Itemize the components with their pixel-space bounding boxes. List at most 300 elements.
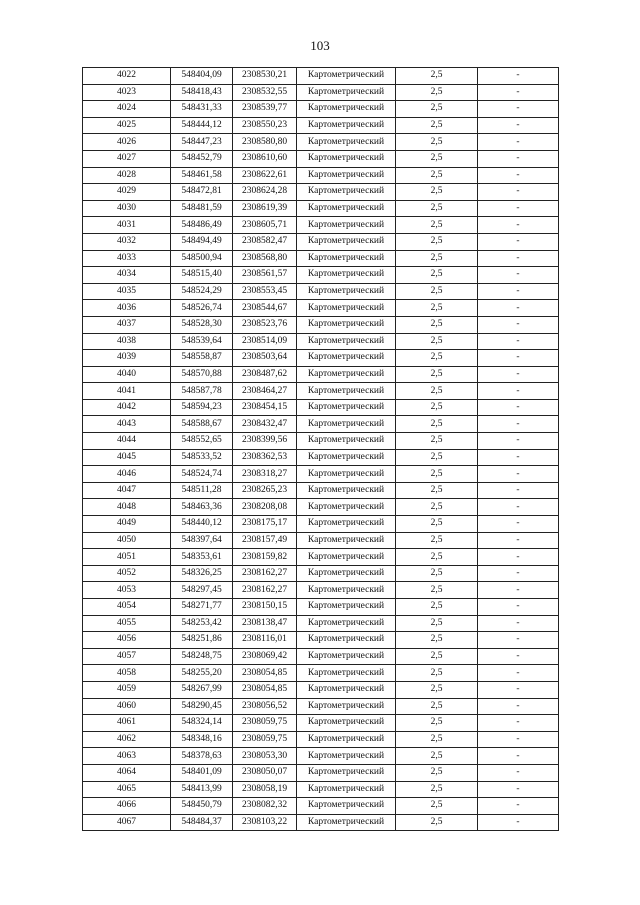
method-cell: Картометрический [297, 316, 396, 333]
y-coordinate-cell: 2308265,23 [233, 482, 297, 499]
y-coordinate-cell: 2308056,52 [233, 698, 297, 715]
method-cell: Картометрический [297, 283, 396, 300]
point-number-cell: 4031 [83, 217, 171, 234]
method-cell: Картометрический [297, 582, 396, 599]
method-cell: Картометрический [297, 117, 396, 134]
table-row [83, 416, 559, 433]
x-coordinate-cell: 548348,16 [171, 731, 233, 748]
table-row [83, 383, 559, 400]
point-number-cell: 4040 [83, 366, 171, 383]
table-row [83, 499, 559, 516]
table-row [83, 632, 559, 649]
point-number-cell: 4041 [83, 383, 171, 400]
description-cell: - [478, 68, 559, 85]
accuracy-cell: 2,5 [396, 665, 478, 682]
accuracy-cell: 2,5 [396, 781, 478, 798]
y-coordinate-cell: 2308175,17 [233, 516, 297, 533]
y-coordinate-cell: 2308487,62 [233, 366, 297, 383]
point-number-cell: 4036 [83, 300, 171, 317]
table-row [83, 582, 559, 599]
y-coordinate-cell: 2308362,53 [233, 449, 297, 466]
accuracy-cell: 2,5 [396, 117, 478, 134]
x-coordinate-cell: 548255,20 [171, 665, 233, 682]
accuracy-cell: 2,5 [396, 167, 478, 184]
table-row [83, 449, 559, 466]
point-number-cell: 4058 [83, 665, 171, 682]
accuracy-cell: 2,5 [396, 283, 478, 300]
method-cell: Картометрический [297, 698, 396, 715]
method-cell: Картометрический [297, 350, 396, 367]
y-coordinate-cell: 2308553,45 [233, 283, 297, 300]
description-cell: - [478, 798, 559, 815]
method-cell: Картометрический [297, 748, 396, 765]
y-coordinate-cell: 2308054,85 [233, 681, 297, 698]
y-coordinate-cell: 2308605,71 [233, 217, 297, 234]
point-number-cell: 4061 [83, 715, 171, 732]
point-number-cell: 4029 [83, 184, 171, 201]
description-cell: - [478, 350, 559, 367]
method-cell: Картометрический [297, 217, 396, 234]
y-coordinate-cell: 2308157,49 [233, 532, 297, 549]
method-cell: Картометрический [297, 482, 396, 499]
x-coordinate-cell: 548253,42 [171, 615, 233, 632]
x-coordinate-cell: 548526,74 [171, 300, 233, 317]
x-coordinate-cell: 548404,09 [171, 68, 233, 85]
table-row [83, 350, 559, 367]
method-cell: Картометрический [297, 399, 396, 416]
y-coordinate-cell: 2308059,75 [233, 731, 297, 748]
accuracy-cell: 2,5 [396, 681, 478, 698]
description-cell: - [478, 648, 559, 665]
table-row [83, 167, 559, 184]
y-coordinate-cell: 2308550,23 [233, 117, 297, 134]
description-cell: - [478, 217, 559, 234]
description-cell: - [478, 549, 559, 566]
point-number-cell: 4037 [83, 316, 171, 333]
table-row [83, 68, 559, 85]
y-coordinate-cell: 2308464,27 [233, 383, 297, 400]
point-number-cell: 4062 [83, 731, 171, 748]
method-cell: Картометрический [297, 167, 396, 184]
description-cell: - [478, 748, 559, 765]
method-cell: Картометрический [297, 300, 396, 317]
x-coordinate-cell: 548461,58 [171, 167, 233, 184]
point-number-cell: 4030 [83, 200, 171, 217]
point-number-cell: 4024 [83, 101, 171, 118]
x-coordinate-cell: 548524,29 [171, 283, 233, 300]
table-row [83, 433, 559, 450]
description-cell: - [478, 134, 559, 151]
table-row [83, 466, 559, 483]
accuracy-cell: 2,5 [396, 599, 478, 616]
description-cell: - [478, 532, 559, 549]
description-cell: - [478, 698, 559, 715]
x-coordinate-cell: 548326,25 [171, 565, 233, 582]
table-row [83, 316, 559, 333]
table-row [83, 366, 559, 383]
description-cell: - [478, 117, 559, 134]
accuracy-cell: 2,5 [396, 250, 478, 267]
y-coordinate-cell: 2308580,80 [233, 134, 297, 151]
y-coordinate-cell: 2308514,09 [233, 333, 297, 350]
x-coordinate-cell: 548515,40 [171, 267, 233, 284]
table-row [83, 250, 559, 267]
description-cell: - [478, 781, 559, 798]
y-coordinate-cell: 2308103,22 [233, 814, 297, 831]
method-cell: Картометрический [297, 764, 396, 781]
accuracy-cell: 2,5 [396, 648, 478, 665]
description-cell: - [478, 582, 559, 599]
method-cell: Картометрический [297, 615, 396, 632]
accuracy-cell: 2,5 [396, 300, 478, 317]
x-coordinate-cell: 548481,59 [171, 200, 233, 217]
x-coordinate-cell: 548511,28 [171, 482, 233, 499]
table-row [83, 300, 559, 317]
description-cell: - [478, 615, 559, 632]
method-cell: Картометрический [297, 466, 396, 483]
point-number-cell: 4049 [83, 516, 171, 533]
y-coordinate-cell: 2308530,21 [233, 68, 297, 85]
table-row [83, 798, 559, 815]
description-cell: - [478, 366, 559, 383]
description-cell: - [478, 449, 559, 466]
description-cell: - [478, 731, 559, 748]
accuracy-cell: 2,5 [396, 416, 478, 433]
description-cell: - [478, 383, 559, 400]
point-number-cell: 4063 [83, 748, 171, 765]
accuracy-cell: 2,5 [396, 350, 478, 367]
y-coordinate-cell: 2308116,01 [233, 632, 297, 649]
x-coordinate-cell: 548397,64 [171, 532, 233, 549]
description-cell: - [478, 84, 559, 101]
table-row [83, 648, 559, 665]
table-row [83, 715, 559, 732]
description-cell: - [478, 333, 559, 350]
y-coordinate-cell: 2308050,07 [233, 764, 297, 781]
accuracy-cell: 2,5 [396, 814, 478, 831]
accuracy-cell: 2,5 [396, 383, 478, 400]
table-row [83, 399, 559, 416]
table-row [83, 233, 559, 250]
method-cell: Картометрический [297, 781, 396, 798]
table-row [83, 731, 559, 748]
y-coordinate-cell: 2308318,27 [233, 466, 297, 483]
accuracy-cell: 2,5 [396, 217, 478, 234]
accuracy-cell: 2,5 [396, 333, 478, 350]
y-coordinate-cell: 2308454,15 [233, 399, 297, 416]
method-cell: Картометрический [297, 516, 396, 533]
point-number-cell: 4052 [83, 565, 171, 582]
accuracy-cell: 2,5 [396, 233, 478, 250]
description-cell: - [478, 200, 559, 217]
x-coordinate-cell: 548484,37 [171, 814, 233, 831]
accuracy-cell: 2,5 [396, 582, 478, 599]
description-cell: - [478, 101, 559, 118]
y-coordinate-cell: 2308544,67 [233, 300, 297, 317]
x-coordinate-cell: 548472,81 [171, 184, 233, 201]
x-coordinate-cell: 548494,49 [171, 233, 233, 250]
method-cell: Картометрический [297, 814, 396, 831]
method-cell: Картометрический [297, 731, 396, 748]
description-cell: - [478, 715, 559, 732]
point-number-cell: 4045 [83, 449, 171, 466]
table-row [83, 184, 559, 201]
description-cell: - [478, 565, 559, 582]
x-coordinate-cell: 548524,74 [171, 466, 233, 483]
x-coordinate-cell: 548378,63 [171, 748, 233, 765]
accuracy-cell: 2,5 [396, 482, 478, 499]
y-coordinate-cell: 2308568,80 [233, 250, 297, 267]
table-row [83, 549, 559, 566]
y-coordinate-cell: 2308561,57 [233, 267, 297, 284]
table-body [83, 68, 559, 831]
y-coordinate-cell: 2308059,75 [233, 715, 297, 732]
accuracy-cell: 2,5 [396, 499, 478, 516]
point-number-cell: 4057 [83, 648, 171, 665]
point-number-cell: 4048 [83, 499, 171, 516]
accuracy-cell: 2,5 [396, 632, 478, 649]
table-row [83, 814, 559, 831]
y-coordinate-cell: 2308523,76 [233, 316, 297, 333]
y-coordinate-cell: 2308069,42 [233, 648, 297, 665]
description-cell: - [478, 681, 559, 698]
method-cell: Картометрический [297, 134, 396, 151]
point-number-cell: 4025 [83, 117, 171, 134]
point-number-cell: 4043 [83, 416, 171, 433]
table-row [83, 665, 559, 682]
method-cell: Картометрический [297, 233, 396, 250]
x-coordinate-cell: 548444,12 [171, 117, 233, 134]
accuracy-cell: 2,5 [396, 698, 478, 715]
table-row [83, 283, 559, 300]
x-coordinate-cell: 548447,23 [171, 134, 233, 151]
x-coordinate-cell: 548533,52 [171, 449, 233, 466]
method-cell: Картометрический [297, 449, 396, 466]
x-coordinate-cell: 548440,12 [171, 516, 233, 533]
point-number-cell: 4032 [83, 233, 171, 250]
method-cell: Картометрический [297, 565, 396, 582]
x-coordinate-cell: 548267,99 [171, 681, 233, 698]
x-coordinate-cell: 548297,45 [171, 582, 233, 599]
table-row [83, 781, 559, 798]
accuracy-cell: 2,5 [396, 134, 478, 151]
description-cell: - [478, 316, 559, 333]
description-cell: - [478, 167, 559, 184]
accuracy-cell: 2,5 [396, 366, 478, 383]
y-coordinate-cell: 2308162,27 [233, 582, 297, 599]
table-row [83, 101, 559, 118]
point-number-cell: 4042 [83, 399, 171, 416]
accuracy-cell: 2,5 [396, 532, 478, 549]
x-coordinate-cell: 548570,88 [171, 366, 233, 383]
table-row [83, 565, 559, 582]
y-coordinate-cell: 2308054,85 [233, 665, 297, 682]
point-number-cell: 4059 [83, 681, 171, 698]
accuracy-cell: 2,5 [396, 68, 478, 85]
method-cell: Картометрический [297, 681, 396, 698]
point-number-cell: 4027 [83, 150, 171, 167]
y-coordinate-cell: 2308624,28 [233, 184, 297, 201]
point-number-cell: 4039 [83, 350, 171, 367]
description-cell: - [478, 499, 559, 516]
accuracy-cell: 2,5 [396, 798, 478, 815]
x-coordinate-cell: 548552,65 [171, 433, 233, 450]
description-cell: - [478, 300, 559, 317]
point-number-cell: 4038 [83, 333, 171, 350]
accuracy-cell: 2,5 [396, 615, 478, 632]
y-coordinate-cell: 2308082,32 [233, 798, 297, 815]
x-coordinate-cell: 548539,64 [171, 333, 233, 350]
y-coordinate-cell: 2308053,30 [233, 748, 297, 765]
accuracy-cell: 2,5 [396, 449, 478, 466]
x-coordinate-cell: 548588,67 [171, 416, 233, 433]
y-coordinate-cell: 2308619,39 [233, 200, 297, 217]
accuracy-cell: 2,5 [396, 399, 478, 416]
method-cell: Картометрический [297, 665, 396, 682]
y-coordinate-cell: 2308150,15 [233, 599, 297, 616]
description-cell: - [478, 184, 559, 201]
x-coordinate-cell: 548528,30 [171, 316, 233, 333]
point-number-cell: 4056 [83, 632, 171, 649]
x-coordinate-cell: 548290,45 [171, 698, 233, 715]
description-cell: - [478, 665, 559, 682]
table-row [83, 84, 559, 101]
table-row [83, 681, 559, 698]
x-coordinate-cell: 548271,77 [171, 599, 233, 616]
x-coordinate-cell: 548594,23 [171, 399, 233, 416]
x-coordinate-cell: 548558,87 [171, 350, 233, 367]
table-row [83, 333, 559, 350]
x-coordinate-cell: 548500,94 [171, 250, 233, 267]
accuracy-cell: 2,5 [396, 433, 478, 450]
x-coordinate-cell: 548251,86 [171, 632, 233, 649]
accuracy-cell: 2,5 [396, 764, 478, 781]
method-cell: Картометрический [297, 599, 396, 616]
description-cell: - [478, 632, 559, 649]
table-row [83, 748, 559, 765]
y-coordinate-cell: 2308058,19 [233, 781, 297, 798]
method-cell: Картометрический [297, 549, 396, 566]
x-coordinate-cell: 548450,79 [171, 798, 233, 815]
table-row [83, 217, 559, 234]
accuracy-cell: 2,5 [396, 184, 478, 201]
description-cell: - [478, 250, 559, 267]
description-cell: - [478, 267, 559, 284]
accuracy-cell: 2,5 [396, 565, 478, 582]
description-cell: - [478, 764, 559, 781]
description-cell: - [478, 399, 559, 416]
x-coordinate-cell: 548401,09 [171, 764, 233, 781]
accuracy-cell: 2,5 [396, 150, 478, 167]
point-number-cell: 4033 [83, 250, 171, 267]
x-coordinate-cell: 548486,49 [171, 217, 233, 234]
method-cell: Картометрический [297, 267, 396, 284]
table-row [83, 117, 559, 134]
table-row [83, 482, 559, 499]
accuracy-cell: 2,5 [396, 731, 478, 748]
point-number-cell: 4035 [83, 283, 171, 300]
description-cell: - [478, 233, 559, 250]
description-cell: - [478, 599, 559, 616]
method-cell: Картометрический [297, 532, 396, 549]
x-coordinate-cell: 548353,61 [171, 549, 233, 566]
method-cell: Картометрический [297, 84, 396, 101]
point-number-cell: 4067 [83, 814, 171, 831]
x-coordinate-cell: 548463,36 [171, 499, 233, 516]
point-number-cell: 4022 [83, 68, 171, 85]
table-row [83, 267, 559, 284]
x-coordinate-cell: 548587,78 [171, 383, 233, 400]
point-number-cell: 4051 [83, 549, 171, 566]
method-cell: Картометрический [297, 200, 396, 217]
point-number-cell: 4044 [83, 433, 171, 450]
accuracy-cell: 2,5 [396, 466, 478, 483]
description-cell: - [478, 416, 559, 433]
y-coordinate-cell: 2308162,27 [233, 565, 297, 582]
coordinates-table [82, 67, 559, 831]
method-cell: Картометрический [297, 416, 396, 433]
method-cell: Картометрический [297, 433, 396, 450]
accuracy-cell: 2,5 [396, 549, 478, 566]
x-coordinate-cell: 548324,14 [171, 715, 233, 732]
point-number-cell: 4064 [83, 764, 171, 781]
description-cell: - [478, 283, 559, 300]
accuracy-cell: 2,5 [396, 101, 478, 118]
y-coordinate-cell: 2308503,64 [233, 350, 297, 367]
table-row [83, 516, 559, 533]
description-cell: - [478, 516, 559, 533]
method-cell: Картометрический [297, 150, 396, 167]
method-cell: Картометрический [297, 366, 396, 383]
table-row [83, 134, 559, 151]
y-coordinate-cell: 2308399,56 [233, 433, 297, 450]
table-row [83, 532, 559, 549]
accuracy-cell: 2,5 [396, 748, 478, 765]
table-row [83, 615, 559, 632]
y-coordinate-cell: 2308532,55 [233, 84, 297, 101]
x-coordinate-cell: 548452,79 [171, 150, 233, 167]
table-row [83, 599, 559, 616]
method-cell: Картометрический [297, 715, 396, 732]
point-number-cell: 4060 [83, 698, 171, 715]
table-row [83, 764, 559, 781]
table-row [83, 150, 559, 167]
y-coordinate-cell: 2308138,47 [233, 615, 297, 632]
table-row [83, 698, 559, 715]
point-number-cell: 4066 [83, 798, 171, 815]
description-cell: - [478, 814, 559, 831]
x-coordinate-cell: 548413,99 [171, 781, 233, 798]
method-cell: Картометрический [297, 499, 396, 516]
description-cell: - [478, 466, 559, 483]
y-coordinate-cell: 2308208,08 [233, 499, 297, 516]
x-coordinate-cell: 548248,75 [171, 648, 233, 665]
method-cell: Картометрический [297, 383, 396, 400]
accuracy-cell: 2,5 [396, 267, 478, 284]
accuracy-cell: 2,5 [396, 316, 478, 333]
description-cell: - [478, 150, 559, 167]
accuracy-cell: 2,5 [396, 200, 478, 217]
point-number-cell: 4050 [83, 532, 171, 549]
y-coordinate-cell: 2308539,77 [233, 101, 297, 118]
accuracy-cell: 2,5 [396, 516, 478, 533]
point-number-cell: 4053 [83, 582, 171, 599]
y-coordinate-cell: 2308622,61 [233, 167, 297, 184]
y-coordinate-cell: 2308159,82 [233, 549, 297, 566]
page-number: 103 [310, 38, 330, 53]
point-number-cell: 4055 [83, 615, 171, 632]
y-coordinate-cell: 2308582,47 [233, 233, 297, 250]
